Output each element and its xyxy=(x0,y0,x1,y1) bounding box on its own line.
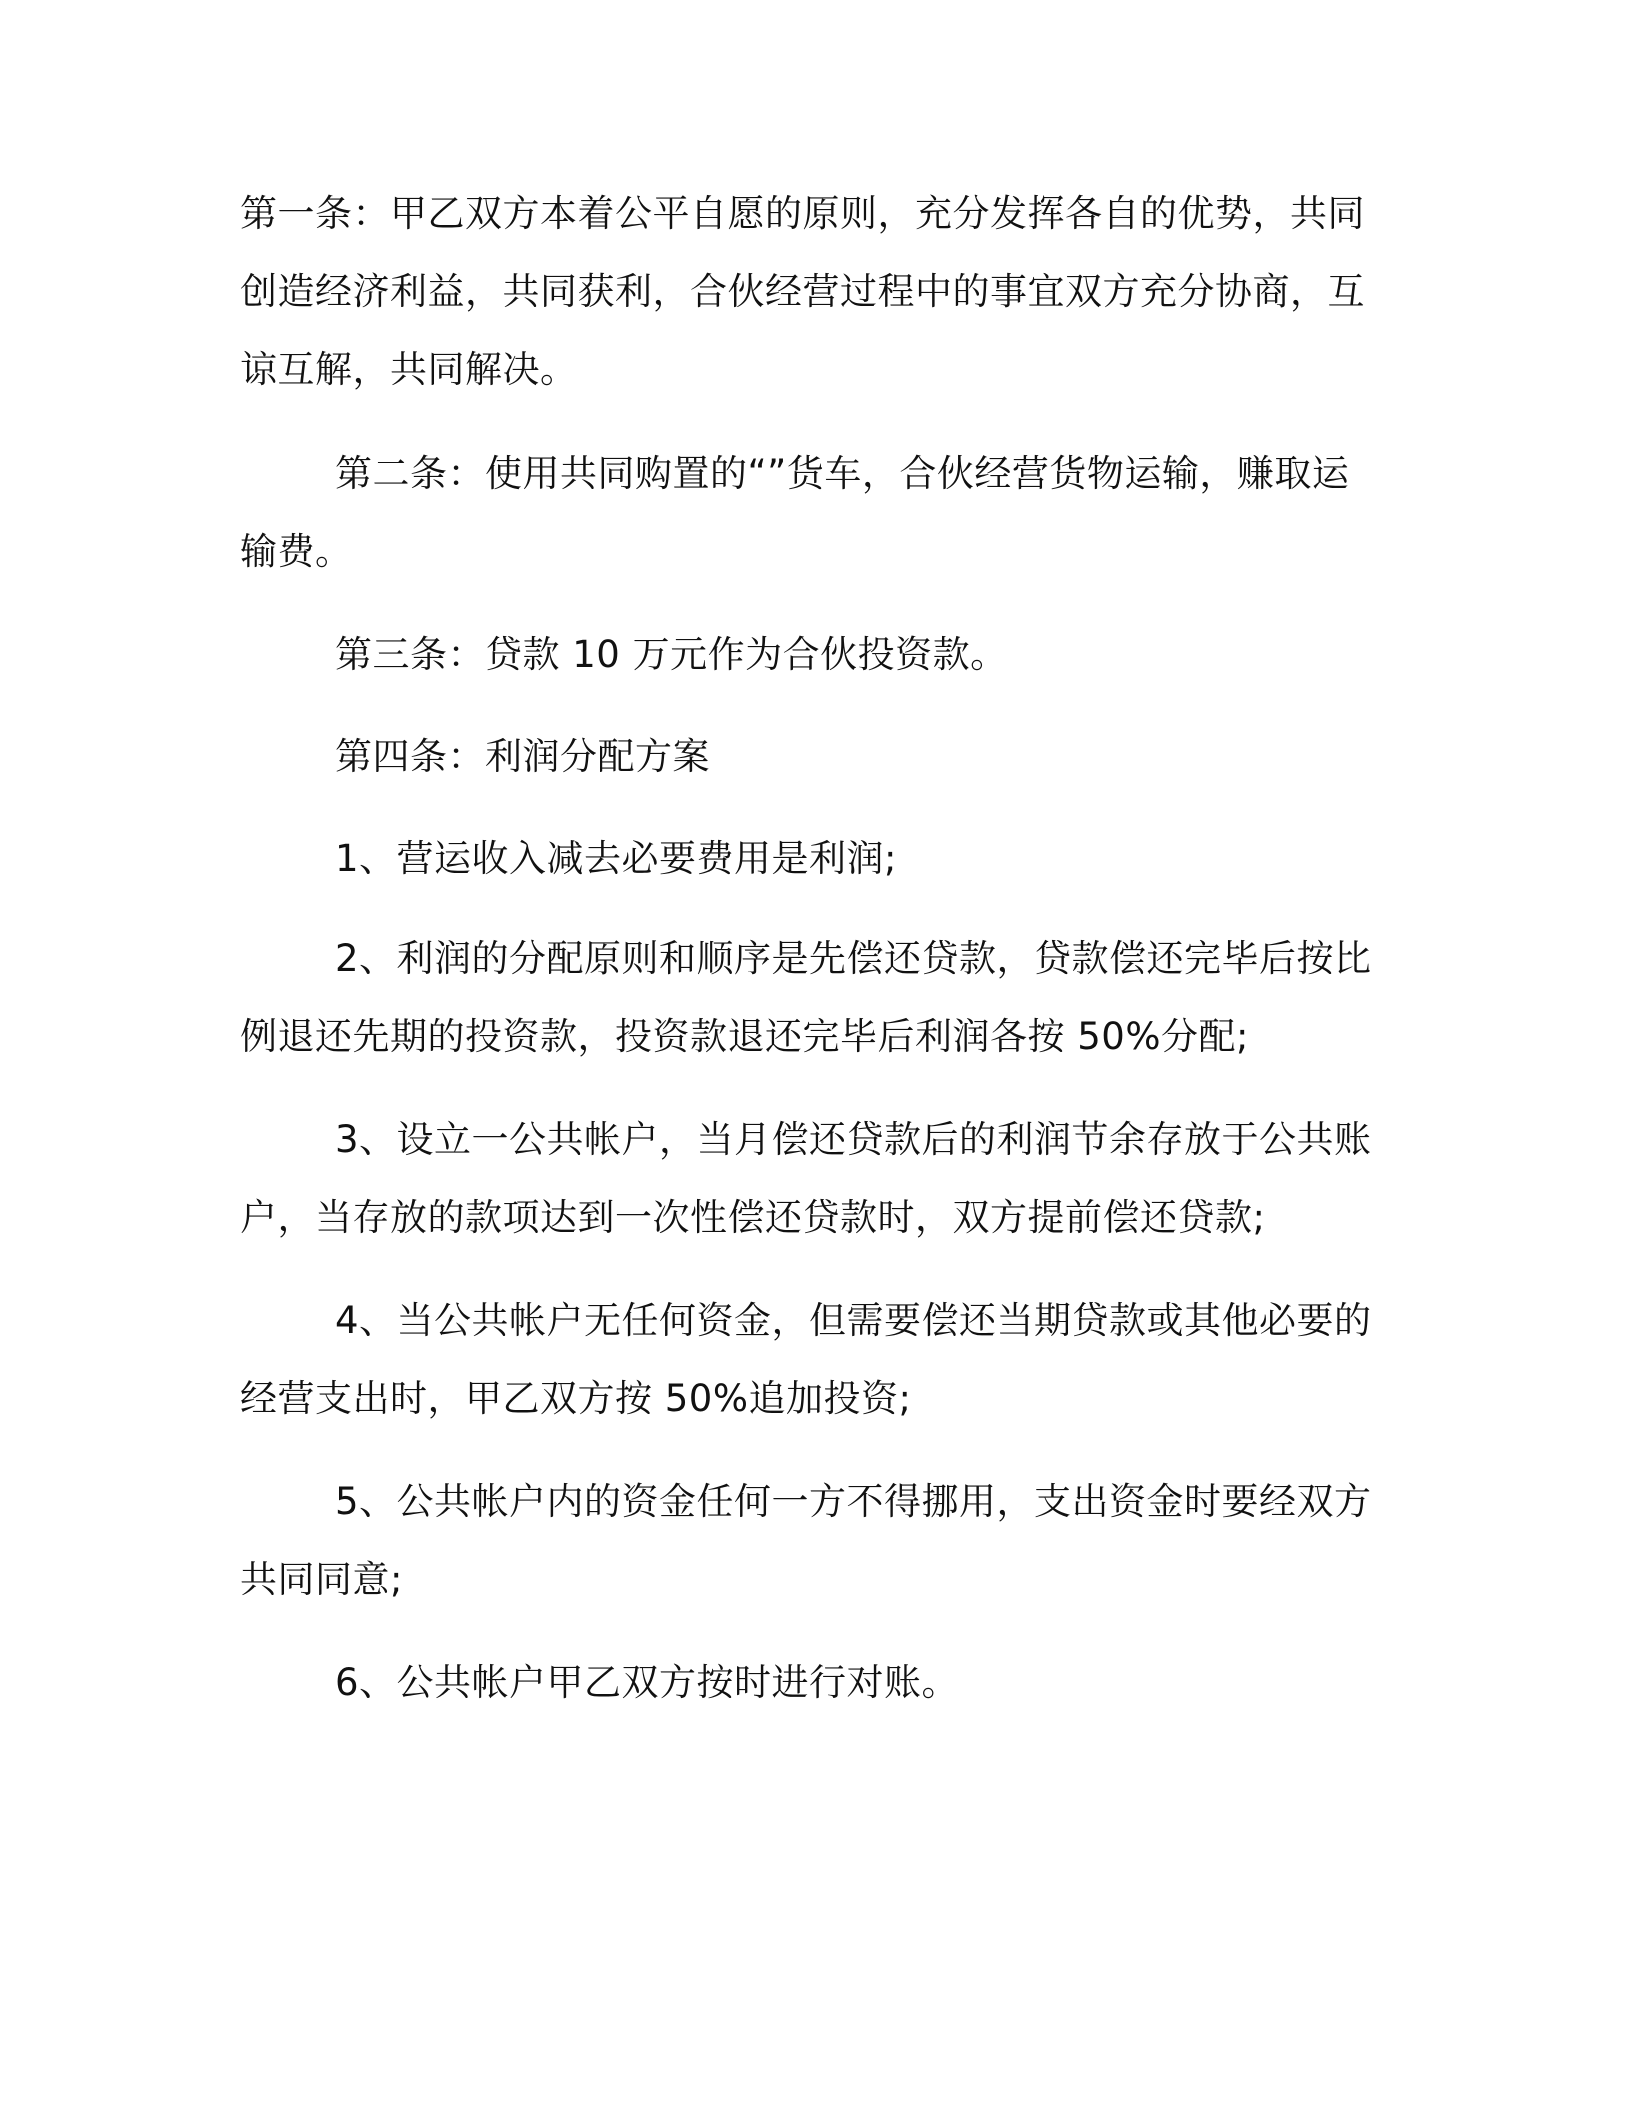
paragraph-line: 创造经济利益，共同获利，合伙经营过程中的事宜双方充分协商，互 xyxy=(240,270,1365,313)
paragraph-line: 谅互解，共同解决。 xyxy=(240,348,578,391)
paragraph-line: 6、公共帐户甲乙双方按时进行对账。 xyxy=(335,1661,960,1704)
paragraph-line: 第三条：贷款 10 万元作为合伙投资款。 xyxy=(335,633,1008,676)
paragraph-line: 第一条：甲乙双方本着公平自愿的原则，充分发挥各自的优势，共同 xyxy=(240,192,1365,235)
article-1-paragraph xyxy=(240,175,1380,409)
paragraph-line: 经营支出时，甲乙双方按 50%追加投资; xyxy=(240,1377,912,1420)
paragraph-line: 共同同意; xyxy=(240,1558,403,1601)
list-item-4 xyxy=(240,1282,1380,1438)
paragraph-line: 第四条：利润分配方案 xyxy=(335,735,710,778)
paragraph-line: 例退还先期的投资款，投资款退还完毕后利润各按 50%分配; xyxy=(240,1015,1249,1058)
list-item-3 xyxy=(240,1101,1380,1257)
list-item-5 xyxy=(240,1463,1380,1619)
paragraph-line: 输费。 xyxy=(240,530,353,573)
paragraph-line: 第二条：使用共同购置的“”货车，合伙经营货物运输，赚取运 xyxy=(335,452,1350,495)
paragraph-line: 1、营运收入减去必要费用是利润; xyxy=(335,837,898,880)
list-item-6 xyxy=(240,1644,1380,1722)
list-item-2 xyxy=(240,920,1380,1076)
paragraph-line: 户，当存放的款项达到一次性偿还贷款时，双方提前偿还贷款; xyxy=(240,1196,1266,1239)
paragraph-line: 2、利润的分配原则和顺序是先偿还贷款，贷款偿还完毕后按比 xyxy=(335,937,1372,980)
paragraph-line: 3、设立一公共帐户，当月偿还贷款后的利润节余存放于公共账 xyxy=(335,1118,1372,1161)
article-4-heading xyxy=(240,718,1380,796)
paragraph-line: 5、公共帐户内的资金任何一方不得挪用，支出资金时要经双方 xyxy=(335,1480,1372,1523)
paragraph-line: 4、当公共帐户无任何资金，但需要偿还当期贷款或其他必要的 xyxy=(335,1299,1372,1342)
list-item-1 xyxy=(240,820,1380,898)
article-3-paragraph xyxy=(240,616,1380,694)
article-2-paragraph xyxy=(240,435,1380,591)
